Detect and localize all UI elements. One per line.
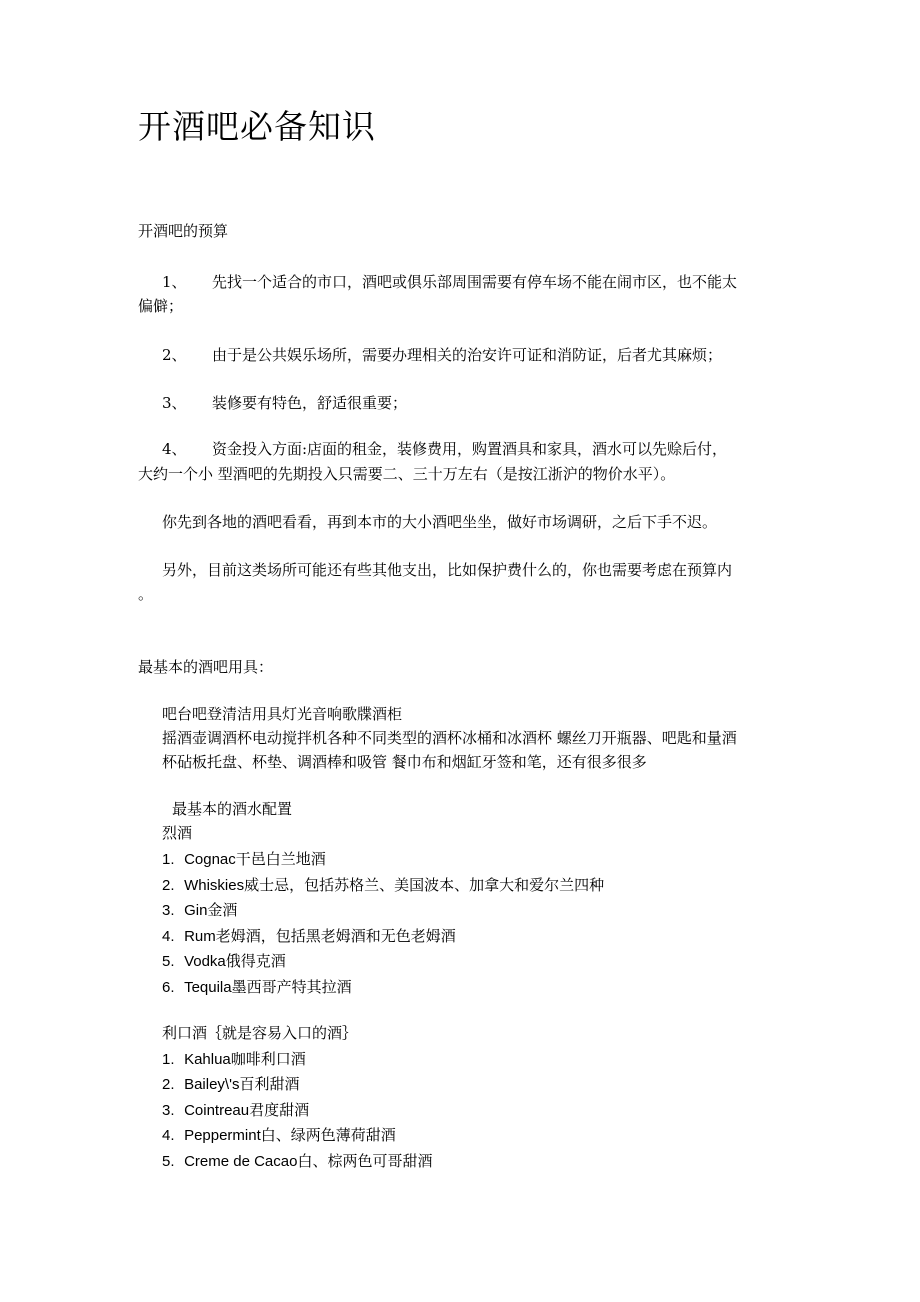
spirit-description: 干邑白兰地酒	[235, 850, 326, 868]
liqueur-item	[162, 1124, 396, 1147]
budget-heading: 开酒吧的预算	[138, 222, 229, 240]
spirit-item	[162, 950, 286, 973]
liqueur-latin-name: Kahlua	[184, 1051, 231, 1068]
liqueur-description: 君度甜酒	[249, 1101, 310, 1119]
budget-item-4-text-cont: 大约一个小 型酒吧的先期投入只需要二、三十万左右（是按江浙沪的物价水平）。	[138, 465, 676, 483]
liqueur-description: 咖啡利口酒	[230, 1050, 306, 1068]
liqueur-number: 5.	[162, 1153, 175, 1170]
liqueur-number: 3.	[162, 1102, 175, 1119]
spirit-description: 俄得克酒	[225, 952, 286, 970]
budget-item-3-text: 装修要有特色，舒适很重要；	[212, 394, 408, 412]
spirit-item	[162, 848, 326, 871]
spirit-number: 5.	[162, 953, 175, 970]
tools-heading: 最基本的酒吧用具：	[138, 658, 274, 676]
liqueur-item	[162, 1150, 432, 1173]
spirit-item	[162, 925, 456, 948]
liqueur-number: 2.	[162, 1076, 175, 1093]
budget-item-2-text: 由于是公共娱乐场所，需要办理相关的治安许可证和消防证，后者尤其麻烦；	[212, 346, 723, 364]
liqueur-description: 白、绿两色薄荷甜酒	[260, 1126, 396, 1144]
spirit-description: 墨西哥产特其拉酒	[231, 978, 352, 996]
spirit-latin-name: Rum	[184, 928, 216, 945]
spirit-latin-name: Tequila	[184, 979, 232, 996]
budget-item-3-number: 3、	[162, 394, 187, 412]
liqueur-item	[162, 1099, 309, 1122]
spirit-latin-name: Gin	[184, 902, 208, 919]
spirit-number: 6.	[162, 979, 175, 996]
budget-item-1-number: 1、	[162, 273, 187, 291]
tools-line-1: 吧台吧登清洁用具灯光音响歌牒酒柜	[162, 705, 403, 723]
spirit-number: 1.	[162, 851, 175, 868]
liqueur-description: 白、棕两色可哥甜酒	[297, 1152, 433, 1170]
budget-item-1-text-cont: 偏僻；	[138, 297, 184, 315]
tools-line-3: 杯砧板托盘、杯垫、调酒棒和吸管 餐巾布和烟缸牙签和笔，还有很多很多	[162, 753, 647, 771]
liqueur-latin-name: Cointreau	[184, 1102, 250, 1119]
liqueur-latin-name: Creme de Cacao	[184, 1153, 298, 1170]
liqueur-item	[162, 1073, 299, 1096]
spirit-item	[162, 874, 604, 897]
spirit-description: 威士忌，包括苏格兰、美国波本、加拿大和爱尔兰四种	[244, 876, 605, 894]
page-title: 开酒吧必备知识	[138, 107, 376, 146]
drinks-heading: 最基本的酒水配置	[172, 800, 293, 818]
budget-item-4-text: 资金投入方面:店面的租金，装修费用，购置酒具和家具，酒水可以先赊后付，	[212, 440, 728, 458]
liqueur-heading: 利口酒｛就是容易入口的酒｝	[162, 1024, 358, 1042]
other-costs-paragraph-cont: 。	[138, 585, 154, 603]
spirit-number: 4.	[162, 928, 175, 945]
budget-item-1-text: 先找一个适合的市口，酒吧或俱乐部周围需要有停车场不能在闹市区，也不能太	[212, 273, 738, 291]
spirit-latin-name: Cognac	[184, 851, 236, 868]
liqueur-item	[162, 1048, 306, 1071]
spirit-number: 3.	[162, 902, 175, 919]
tools-line-2: 摇酒壶调酒杯电动搅拌机各种不同类型的酒杯冰桶和冰酒杯 螺丝刀开瓶器、吧匙和量酒	[162, 729, 737, 747]
liqueur-latin-name: Peppermint	[184, 1127, 261, 1144]
other-costs-paragraph: 另外，目前这类场所可能还有些其他支出，比如保护费什么的，你也需要考虑在预算内	[162, 561, 733, 579]
spirit-number: 2.	[162, 877, 175, 894]
spirit-item	[162, 976, 352, 999]
spirit-description: 金酒	[207, 901, 238, 919]
research-paragraph: 你先到各地的酒吧看看，再到本市的大小酒吧坐坐，做好市场调研，之后下手不迟。	[162, 513, 718, 531]
spirits-heading: 烈酒	[162, 824, 193, 842]
liqueur-description: 百利甜酒	[239, 1075, 300, 1093]
liqueur-number: 1.	[162, 1051, 175, 1068]
liqueur-latin-name: Bailey\'s	[184, 1076, 240, 1093]
budget-item-2-number: 2、	[162, 346, 187, 364]
liqueur-number: 4.	[162, 1127, 175, 1144]
spirit-latin-name: Vodka	[184, 953, 226, 970]
budget-item-4-number: 4、	[162, 440, 187, 458]
spirit-item	[162, 899, 237, 922]
spirit-description: 老姆酒，包括黑老姆酒和无色老姆酒	[215, 927, 456, 945]
spirit-latin-name: Whiskies	[184, 877, 245, 894]
